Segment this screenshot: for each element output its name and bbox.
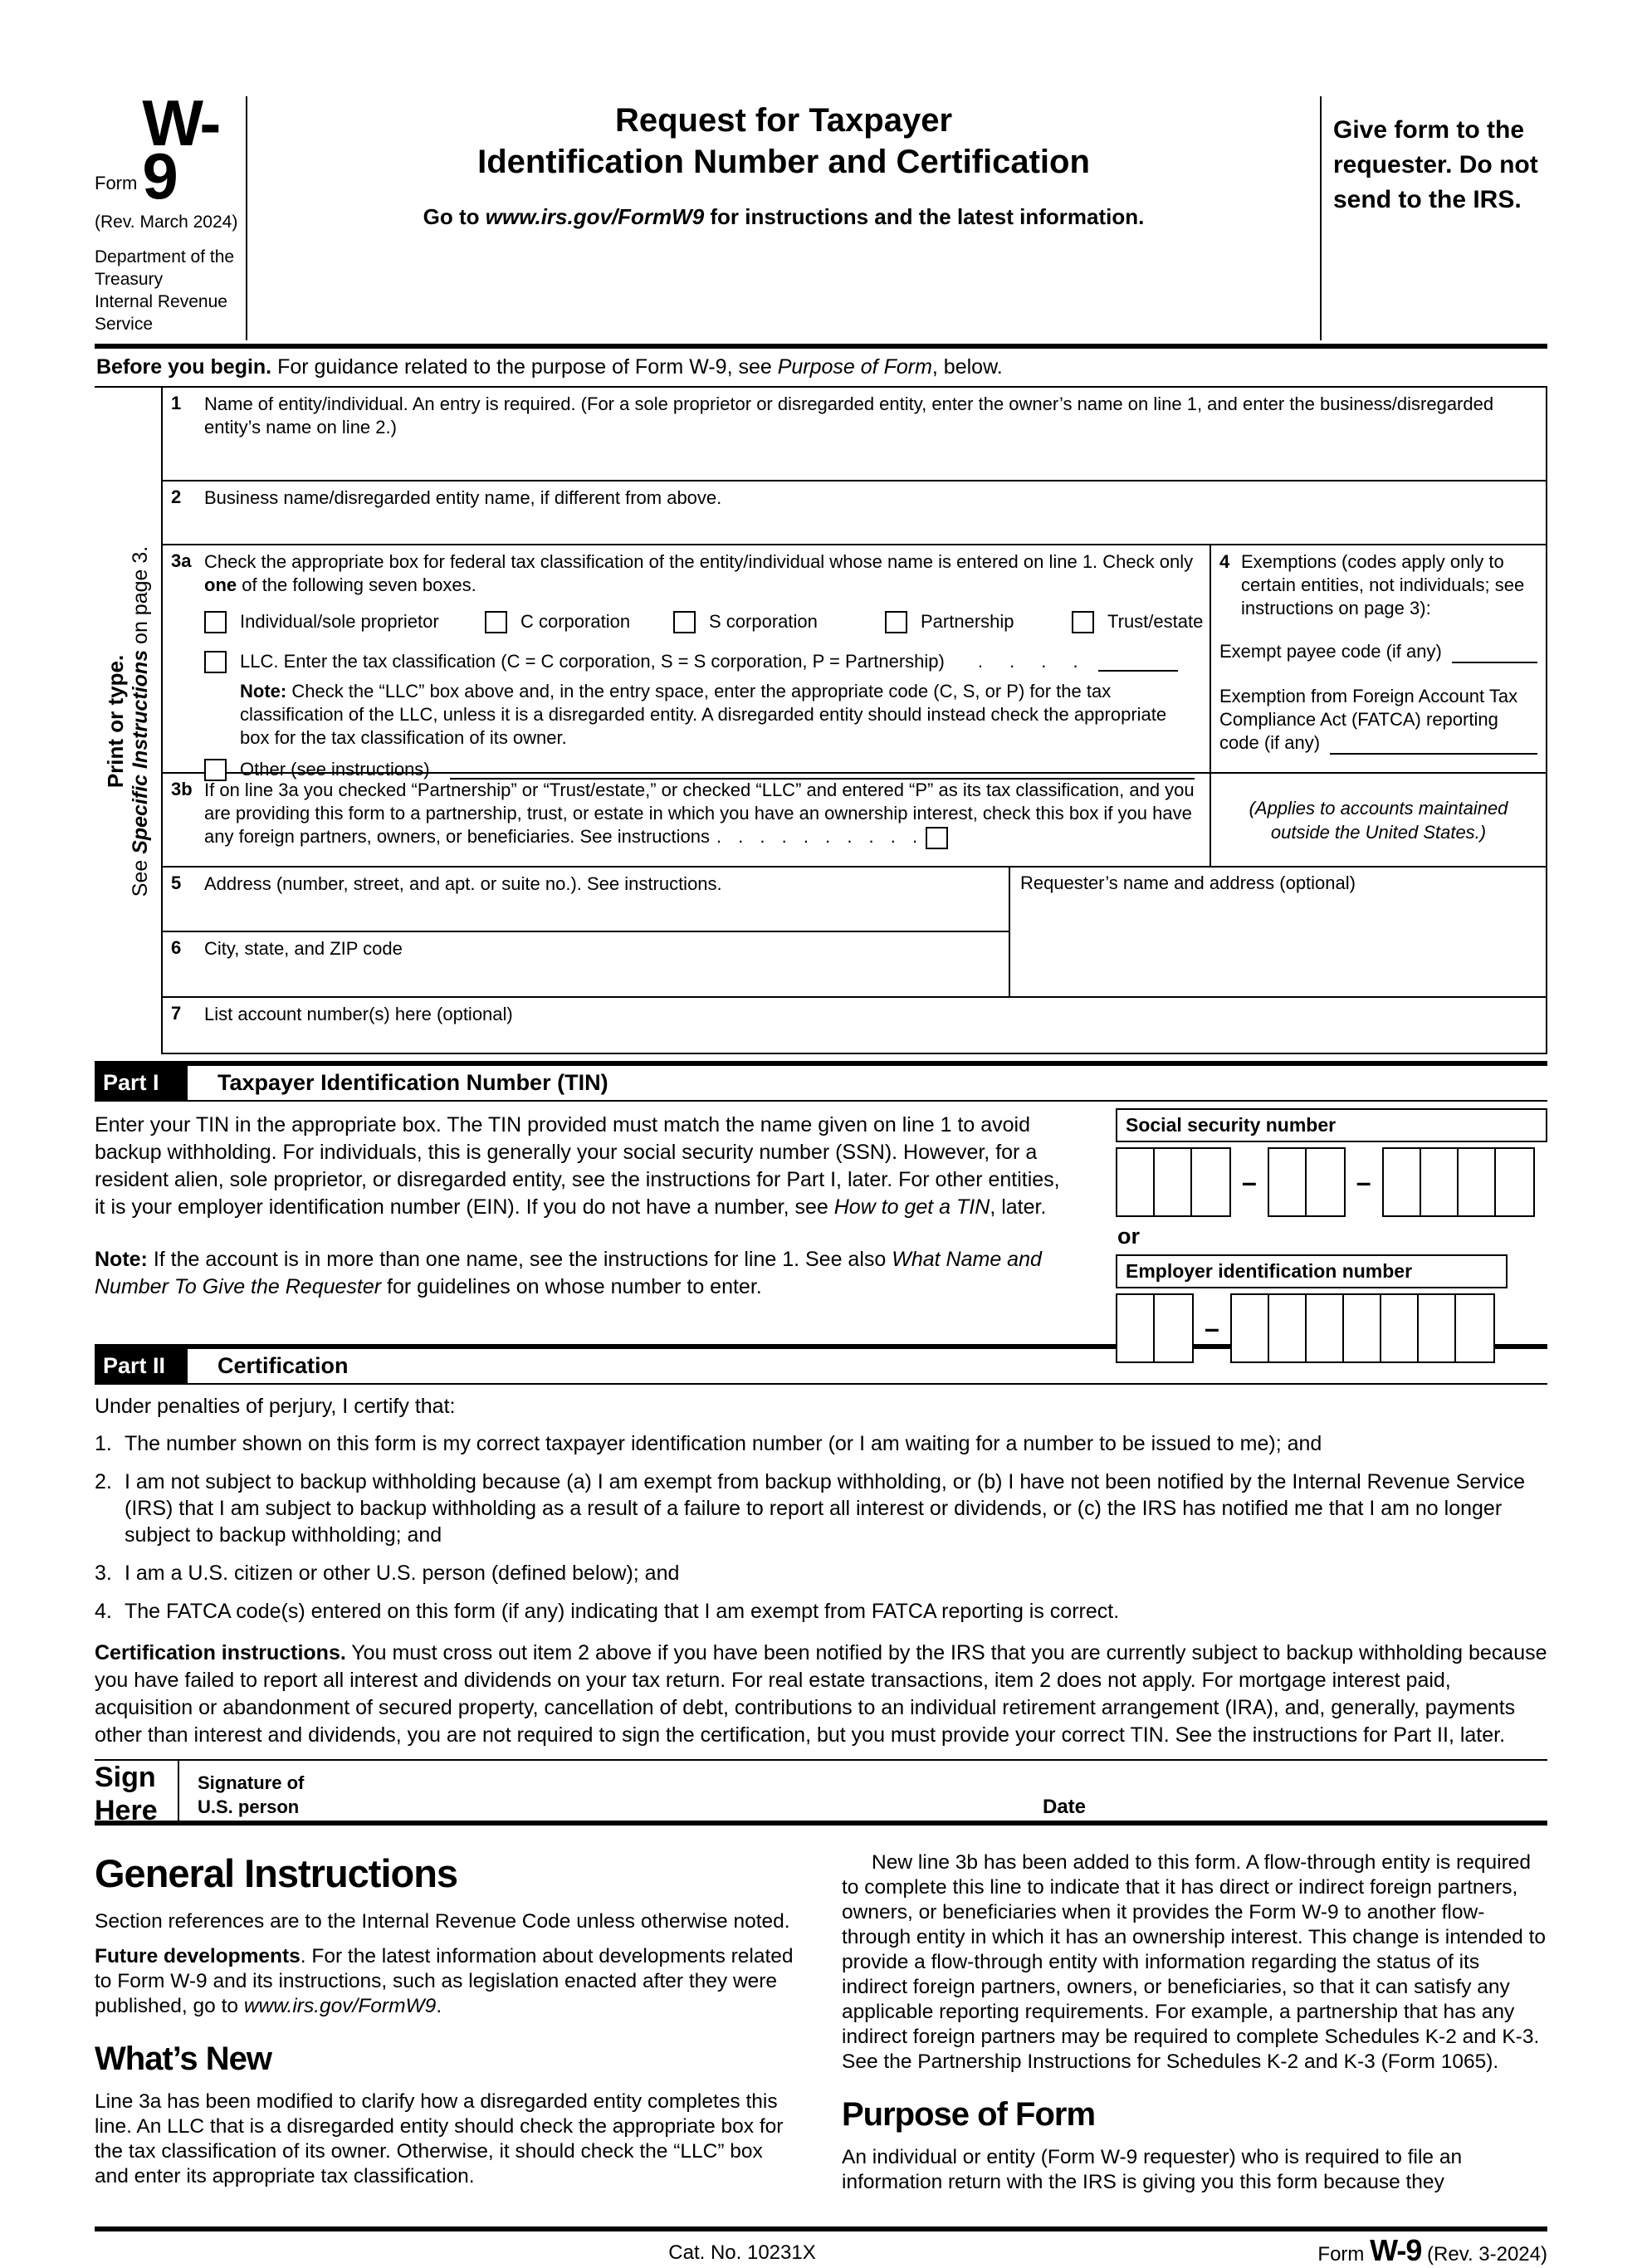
ssn-digit-cell[interactable] <box>1496 1149 1533 1215</box>
form-header-left <box>95 86 247 340</box>
part2-title: Certification <box>217 1353 349 1378</box>
fatca-label-line1: Exemption from Foreign Account Tax Compliance Act (FATCA) reporting <box>1219 686 1518 730</box>
individual-label: Individual/sole proprietor <box>240 611 439 632</box>
before-you-begin: Before you begin. For guidance related to the purpose of Form W-9, see Purpose of Form, below. <box>95 349 1547 388</box>
line3b-row <box>163 774 1210 866</box>
ein-digit-cell[interactable] <box>1117 1295 1155 1361</box>
form-fields <box>161 388 1547 1054</box>
ssn-digit-cell[interactable] <box>1192 1149 1229 1215</box>
new-line-3b-paragraph: New line 3b has been added to this form. A flow-through entity is required to complete this line to indicate that it has direct or indirect foreign partners, owners, or beneficiaries when it provides the Form W-9 to another flow-through entity in which it has an ownership interest. This change is intended to provide a flow-through entity with information regarding the status of its indirect foreign partners, owners, or beneficiaries, so that it can satisfy any applicable reporting requirements. For example, a partnership that has any indirect foreign partners may be required to complete Schedules K-2 and K-3. See the Partnership Instructions for Schedules K-2 and K-3 (Form 1065). <box>842 1851 1547 2073</box>
trust-estate-label: Trust/estate <box>1107 611 1204 632</box>
business-name-input-area[interactable] <box>204 511 1542 541</box>
or-label: or <box>1117 1224 1140 1249</box>
agency-label: Internal Revenue Service <box>95 292 227 334</box>
part2-label: Part II <box>95 1349 188 1383</box>
form-number: W-9 <box>142 86 219 213</box>
ssn-digit-cell[interactable] <box>1155 1149 1192 1215</box>
line7-account-row <box>163 998 1546 1053</box>
instructions-right-column <box>842 1850 1547 2205</box>
ein-digit-cell[interactable] <box>1456 1295 1493 1361</box>
line5-label: Address (number, street, and apt. or suite no.). See instructions. <box>204 873 722 894</box>
checkbox-llc[interactable] <box>204 651 227 673</box>
ein-group-1 <box>1116 1293 1194 1363</box>
line4-exemptions-box <box>1211 545 1546 774</box>
part1-title: Taxpayer Identification Number (TIN) <box>217 1070 608 1095</box>
c-corporation-option <box>485 610 630 633</box>
goto-instruction: Go to www.irs.gov/FormW9 for instructions and the latest information. <box>423 204 1145 229</box>
part1-label: Part I <box>95 1066 188 1100</box>
other-label: Other (see instructions) <box>240 759 430 780</box>
section-references-paragraph: Section references are to the Internal Revenue Code unless otherwise noted. <box>95 1910 790 1933</box>
certification-item-3: 3. I am a U.S. citizen or other U.S. person (defined below); and <box>95 1562 680 1585</box>
checkbox-s-corporation[interactable] <box>673 611 696 633</box>
footer-form-number: Form W-9 (Rev. 3-2024) <box>1317 2233 1547 2267</box>
checkbox-trust-estate[interactable] <box>1072 611 1094 633</box>
s-corporation-label: S corporation <box>709 611 818 632</box>
form-title: Request for Taxpayer Identification Number and Certification <box>477 102 1090 180</box>
ssn-digit-cell[interactable] <box>1269 1149 1307 1215</box>
certification-item-1: 1. The number shown on this form is my correct taxpayer identification number (or I am waiting for a number to be issued to me); and <box>95 1432 1322 1455</box>
ssn-digit-cell[interactable] <box>1421 1149 1459 1215</box>
checkbox-partnership[interactable] <box>885 611 907 633</box>
exemptions-label: Exemptions (codes apply only to certain entities, not individuals; see instructions on page 3): <box>1241 551 1525 618</box>
ein-dash: – <box>1205 1312 1219 1343</box>
part1-note: Note: If the account is in more than one name, see the instructions for line 1. See also What Name and Number To Give the Requester for guidelines on whose number to enter. <box>95 1248 1042 1298</box>
checkbox-foreign-partners[interactable] <box>926 827 948 849</box>
form-revision: (Rev. March 2024) <box>95 213 238 232</box>
ein-digit-cell[interactable] <box>1155 1295 1192 1361</box>
date-input-area[interactable] <box>1109 1767 1544 1818</box>
ssn-digit-cell[interactable] <box>1384 1149 1421 1215</box>
part1-header <box>95 1061 1547 1102</box>
part1-paragraph: Enter your TIN in the appropriate box. The TIN provided must match the name given on line 1 to avoid backup withholding. For individuals, this is generally your social security number (SSN). However, for a resident alien, sole proprietor, or disregarded entity, see the instructions for Part I, later. For other entities, it is your employer identification number (EIN). If you do not have a number, see How to get a TIN, later. <box>95 1113 1060 1219</box>
part2-body <box>95 1395 1547 1749</box>
ssn-dash: – <box>1242 1166 1257 1197</box>
exempt-payee-code-entry[interactable] <box>1452 642 1537 663</box>
signature-input-area[interactable] <box>379 1767 1039 1818</box>
s-corporation-option <box>673 610 818 633</box>
certification-intro: Under penalties of perjury, I certify that: <box>95 1395 456 1418</box>
fatca-code-entry[interactable] <box>1330 733 1537 755</box>
classification-grid <box>163 545 1546 868</box>
future-developments-paragraph: Future developments. For the latest information about developments related to Form W-9 and its instructions, such as legislation enacted after they were published, go to www.irs.gov/FormW9. <box>95 1945 794 2017</box>
general-instructions-heading: General Instructions <box>95 1851 458 1895</box>
date-cell <box>1043 1761 1547 1821</box>
llc-label: LLC. Enter the tax classification (C = C corporation, S = S corporation, P = Partnership) <box>240 651 945 672</box>
account-numbers-input-area[interactable] <box>204 1028 1542 1050</box>
certification-item-4: 4. The FATCA code(s) entered on this form (if any) indicating that I am exempt from FATCA reporting is correct. <box>95 1600 1120 1623</box>
page-footer <box>95 2226 1547 2268</box>
signature-label: Signature of U.S. person <box>179 1761 1043 1821</box>
address-input-area[interactable] <box>204 897 1005 928</box>
city-state-zip-input-area[interactable] <box>204 962 1005 994</box>
form-header-center <box>247 96 1322 340</box>
partnership-label: Partnership <box>921 611 1014 632</box>
department-label: Department of the Treasury <box>95 247 235 289</box>
exemptions-column <box>1211 545 1546 866</box>
line3b-label: If on line 3a you checked “Partnership” or “Trust/estate,” or checked “LLC” and entered “P” as its tax classification, and you are providing this form to a partnership, trust, or estate in which you have an ownership interest, check this box if you have any foreign partners, owners, or beneficiaries. See instructions . . . . . . . . . . <box>204 774 1210 866</box>
ssn-group-1 <box>1116 1147 1231 1217</box>
certification-item-2: 2. I am not subject to backup withholding because (a) I am exempt from backup withholding, or (b) I have not been notified by the Internal Revenue Service (IRS) that I am subject to backup withholding as a result of a failure to report all interest or dividends, or (c) the IRS has notified me that I am no longer subject to backup withholding; and <box>95 1470 1526 1547</box>
line7-label: List account number(s) here (optional) <box>204 1004 513 1024</box>
ssn-digit-cell[interactable] <box>1117 1149 1155 1215</box>
requester-name-address-box[interactable] <box>1010 868 1546 996</box>
ein-group-2 <box>1230 1293 1495 1363</box>
checkbox-individual-sole-proprietor[interactable] <box>204 611 227 633</box>
line3b-dot-leaders: . . . . . . . . . . <box>716 826 918 847</box>
line2-business-name-row <box>163 481 1546 545</box>
ssn-digit-cell[interactable] <box>1307 1149 1344 1215</box>
applies-note: (Applies to accounts maintained outside the United States.) <box>1249 797 1508 843</box>
certification-instructions: Certification instructions. You must cross out item 2 above if you have been notified by the IRS that you are currently subject to backup withholding because you have failed to report all interest and dividends on your tax return. For real estate transactions, item 2 does not apply. For mortgage interest paid, acquisition or abandonment of secured property, cancellation of debt, contributions to an individual retirement arrangement (IRA), and, generally, payments other than interest and dividends, you are not required to sign the certification, but you must provide your correct TIN. See the instructions for Part II, later. <box>95 1641 1547 1747</box>
ein-digit-cell[interactable] <box>1232 1295 1269 1361</box>
trust-estate-option <box>1072 610 1203 633</box>
line6-city-row <box>163 932 1009 996</box>
side-label-strip <box>95 388 161 1054</box>
give-form-notice: Give form to the requester. Do not send to the IRS. <box>1333 116 1538 213</box>
exempt-payee-label: Exempt payee code (if any) <box>1219 641 1442 662</box>
line1-label: Name of entity/individual. An entry is required. (For a sole proprietor or disregarded entity, enter the owner’s name on line 1, and enter the business/disregarded entity’s name on line 2.) <box>204 393 1494 437</box>
form-w9-url-text[interactable]: www.irs.gov/FormW9 <box>243 1995 437 2017</box>
part1-body <box>95 1102 1547 1344</box>
ein-digit-cell[interactable] <box>1344 1295 1381 1361</box>
line3a-row <box>163 545 1210 780</box>
ein-digit-cell[interactable] <box>1381 1295 1419 1361</box>
line7-number: 7 <box>171 1003 182 1024</box>
tin-boxes <box>1116 1108 1547 1363</box>
line1-number: 1 <box>171 393 182 413</box>
line5-address-row <box>163 868 1009 932</box>
checkbox-c-corporation[interactable] <box>485 611 507 633</box>
fatca-label-line2: code (if any) <box>1219 732 1321 753</box>
ssn-cells <box>1116 1147 1547 1217</box>
line3a-label: Check the appropriate box for federal tax classification of the entity/individual whose name is entered on line 1. Check only one of the following seven boxes. <box>204 551 1194 595</box>
ein-digit-cell[interactable] <box>1419 1295 1456 1361</box>
line6-number: 6 <box>171 937 182 958</box>
llc-note: Note: Check the “LLC” box above and, in the entry space, enter the appropriate code (C, S, or P) for the tax classification of the LLC, unless it is a disregarded entity. A disregarded entity should instead check the appropriate box for the tax classification of its owner. <box>240 681 1167 748</box>
ein-label-box: Employer identification number <box>1116 1254 1508 1288</box>
instructions-columns <box>95 1850 1547 2205</box>
line1-name-row <box>163 388 1546 481</box>
ein-cells <box>1116 1293 1547 1363</box>
catalog-number: Cat. No. 10231X <box>668 2241 816 2264</box>
date-label: Date <box>1043 1796 1087 1818</box>
name-input-area[interactable] <box>204 439 1542 477</box>
line4-number: 4 <box>1219 551 1230 572</box>
w9-form-page <box>95 0 1547 2268</box>
form-w9-url-link[interactable]: www.irs.gov/FormW9 <box>485 204 705 229</box>
address-grid <box>163 868 1546 998</box>
line2-label: Business name/disregarded entity name, if different from above. <box>204 487 722 508</box>
sign-here-row <box>95 1759 1547 1826</box>
whats-new-paragraph: Line 3a has been modified to clarify how a disregarded entity completes this line. An LLC that is a disregarded entity should check the appropriate box for the tax classification of its owner. Otherwise, it should check the “LLC” box and enter its appropriate tax classification. <box>95 2090 784 2187</box>
ein-digit-cell[interactable] <box>1307 1295 1344 1361</box>
line3a-number: 3a <box>171 550 192 571</box>
form-header <box>95 86 1547 349</box>
c-corporation-label: C corporation <box>520 611 631 632</box>
individual-option <box>204 610 439 633</box>
whats-new-heading: What’s New <box>95 2041 271 2077</box>
ssn-digit-cell[interactable] <box>1459 1149 1496 1215</box>
requester-label: Requester’s name and address (optional) <box>1020 872 1356 893</box>
instructions-left-column <box>95 1850 800 2205</box>
line6-label: City, state, and ZIP code <box>204 938 403 959</box>
ssn-label-box: Social security number <box>1116 1108 1547 1142</box>
classification-checkbox-row <box>204 605 1204 645</box>
line3b-number: 3b <box>171 779 193 799</box>
print-or-type-label: Print or type. See Specific Instructions on page 3. <box>103 545 152 897</box>
purpose-of-form-paragraph: An individual or entity (Form W-9 requester) who is required to file an information return with the IRS is giving you this form because they <box>842 2146 1463 2193</box>
sign-here-label: Sign Here <box>95 1761 179 1821</box>
field-grid <box>95 388 1547 1054</box>
address-left <box>163 868 1010 996</box>
line2-number: 2 <box>171 486 182 507</box>
ssn-dash: – <box>1356 1166 1371 1197</box>
classification-left <box>163 545 1211 866</box>
form-word: Form <box>95 173 138 193</box>
llc-code-entry[interactable] <box>1098 650 1178 672</box>
ssn-group-3 <box>1382 1147 1535 1217</box>
ssn-group-2 <box>1268 1147 1346 1217</box>
partnership-option <box>885 610 1014 633</box>
ein-digit-cell[interactable] <box>1269 1295 1307 1361</box>
line5-number: 5 <box>171 872 182 893</box>
purpose-of-form-heading: Purpose of Form <box>842 2096 1096 2133</box>
llc-option <box>204 650 1200 673</box>
llc-dot-leaders: . . . . <box>977 651 1078 672</box>
